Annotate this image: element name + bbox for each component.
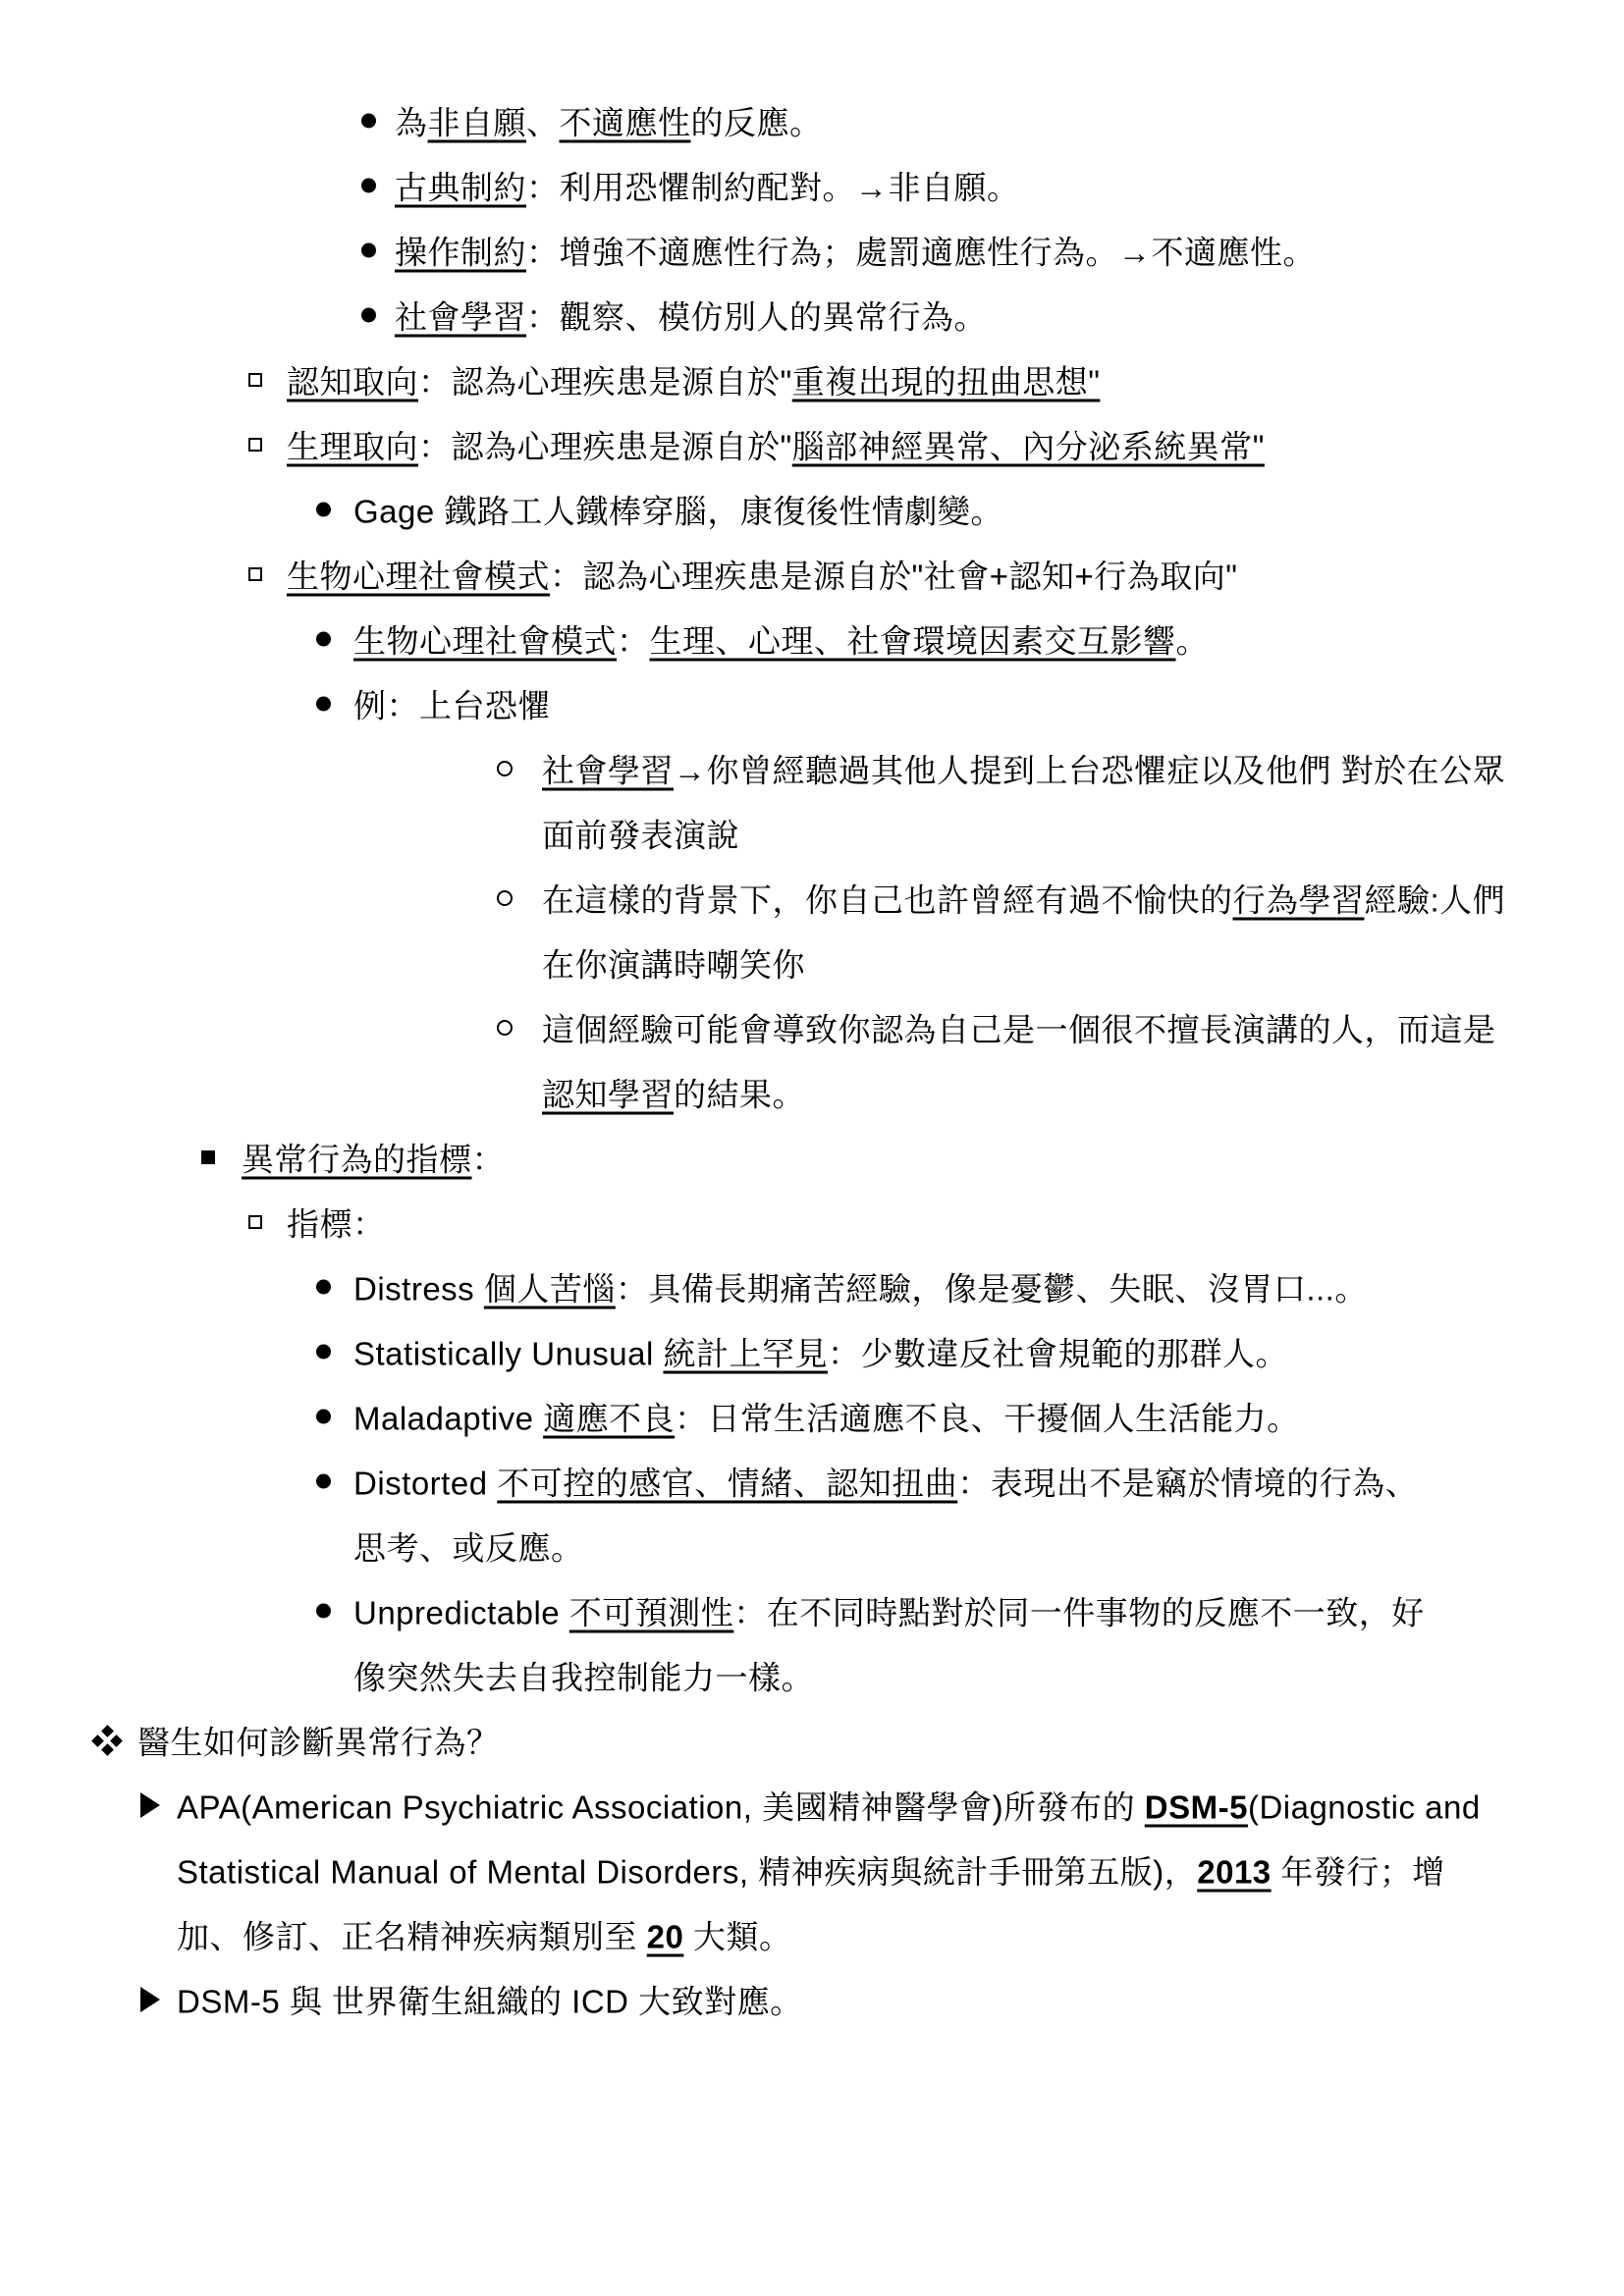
square-open-bullet-icon	[248, 438, 262, 452]
line-text	[542, 1070, 805, 1116]
text-run: ：少數違反社會規範的那群人。	[827, 1335, 1288, 1372]
list-item	[0, 1838, 1624, 1902]
circle-open-bullet-icon	[497, 1020, 513, 1036]
text-run: DSM-5 與 世界衛生組織的 ICD 大致對應。	[177, 1983, 803, 2020]
text-run: Distorted	[353, 1465, 498, 1502]
list-item	[0, 88, 1624, 153]
text-run: 經驗:人們	[1364, 881, 1506, 919]
text-run: 生理、心理、社會環境因素交互影響	[649, 622, 1176, 660]
line-text	[353, 1329, 1288, 1375]
line-text	[353, 1523, 584, 1570]
line-text	[242, 1135, 505, 1181]
list-item	[0, 671, 1624, 736]
text-run: 不可預測性	[568, 1594, 734, 1631]
line-text	[395, 228, 1316, 274]
diamond-part	[91, 1735, 104, 1747]
line-text	[353, 1653, 814, 1699]
square-open-bullet-icon	[248, 1215, 262, 1229]
text-run: 在你演講時嘲笑你	[542, 946, 805, 984]
text-run: Statistically Unusual	[353, 1335, 664, 1372]
text-run: 統計上罕見	[663, 1335, 828, 1372]
text-run: ：在不同時點對於同一件事物的反應不一致，好	[733, 1594, 1425, 1631]
list-item	[0, 736, 1624, 801]
text-run: ：認為心理疾患是源自於"	[418, 428, 792, 465]
text-run: ：具備長期痛苦經驗，像是憂鬱、失眠、沒胃口...。	[615, 1270, 1368, 1308]
line-text	[542, 876, 1505, 922]
line-text	[542, 940, 805, 987]
text-run: ：利用恐懼制約配對。→非自願。	[526, 169, 1020, 206]
line-text	[353, 1588, 1425, 1634]
circle-open-bullet-icon	[497, 761, 513, 776]
diamond-part	[110, 1735, 123, 1747]
text-run: 認知取向	[287, 363, 418, 400]
text-run: 年發行；增	[1271, 1853, 1445, 1891]
line-text	[542, 1005, 1496, 1051]
list-item	[0, 1578, 1624, 1643]
list-item	[0, 477, 1624, 542]
text-run: ：增強不適應性行為；處罰適應性行為。→不適應性。	[526, 234, 1316, 271]
line-text	[353, 1459, 1418, 1505]
line-text	[177, 1912, 792, 1958]
line-text	[353, 616, 1209, 663]
line-text	[395, 163, 1020, 209]
disc-bullet-icon	[316, 697, 331, 712]
text-run: 行為學習	[1232, 881, 1365, 919]
list-item	[0, 801, 1624, 866]
square-open-bullet-icon	[248, 567, 262, 581]
list-item	[0, 1060, 1624, 1125]
line-text	[177, 1847, 1445, 1894]
text-run: 加、修訂、正名精神疾病類別至	[177, 1918, 647, 1955]
text-run: 生理取向	[287, 428, 418, 465]
text-run: 、	[526, 104, 560, 141]
line-text	[177, 1977, 803, 2023]
disc-bullet-icon	[316, 1604, 331, 1619]
disc-bullet-icon	[316, 1345, 331, 1360]
diamond-part	[101, 1743, 114, 1756]
text-run: 。	[1175, 622, 1209, 660]
list-item	[0, 1190, 1624, 1255]
list-item	[0, 1384, 1624, 1449]
list-item	[0, 607, 1624, 671]
list-item	[0, 1643, 1624, 1708]
text-run: 2013	[1197, 1853, 1272, 1891]
line-text	[353, 1394, 1300, 1440]
list-item	[0, 412, 1624, 477]
text-run: 不可控的感官、情緒、認知扭曲	[497, 1465, 958, 1502]
text-run: 在這樣的背景下，你自己也許曾經有過不愉快的	[542, 881, 1233, 919]
text-run: 面前發表演說	[542, 817, 739, 854]
text-run: (Diagnostic and	[1247, 1789, 1481, 1826]
line-text	[395, 293, 987, 339]
list-item	[0, 1255, 1624, 1319]
list-item	[0, 283, 1624, 347]
disc-bullet-icon	[316, 1410, 331, 1424]
text-run: ：日常生活適應不良、干擾個人生活能力。	[675, 1400, 1300, 1437]
arrow-bullet-icon	[140, 1792, 160, 1818]
line-text	[177, 1783, 1481, 1829]
text-run: 指標：	[287, 1205, 386, 1243]
list-item	[0, 995, 1624, 1060]
disc-bullet-icon	[316, 632, 331, 647]
text-run: 思考、或反應。	[353, 1529, 584, 1567]
text-run: 腦部神經異常、內分泌系統異常"	[791, 428, 1265, 465]
disc-bullet-icon	[361, 114, 376, 129]
list-item	[0, 218, 1624, 283]
text-run: 異常行為的指標	[242, 1141, 472, 1178]
disc-bullet-icon	[316, 503, 331, 517]
text-run: 古典制約	[395, 169, 526, 206]
list-item	[0, 1125, 1624, 1190]
list-item	[0, 1319, 1624, 1384]
line-text	[395, 98, 823, 144]
text-run: 這個經驗可能會導致你認為自己是一個很不擅長演講的人，而這是	[542, 1011, 1496, 1048]
text-run: Statistical Manual of Mental Disorders, 精神疾病與統計手冊第五版)，	[177, 1853, 1198, 1891]
disc-bullet-icon	[361, 308, 376, 323]
text-run: 認知學習	[542, 1076, 674, 1113]
text-run: Distress	[353, 1270, 484, 1308]
text-run: APA(American Psychiatric Association, 美國精神醫學會)所發布的	[177, 1789, 1145, 1826]
diamond-bullet-icon	[93, 1727, 121, 1754]
list-item	[0, 1708, 1624, 1773]
square-open-bullet-icon	[248, 373, 262, 387]
text-run: 適應不良	[543, 1400, 676, 1437]
line-text	[287, 422, 1265, 468]
text-run: 20	[646, 1918, 684, 1955]
list-item	[0, 347, 1624, 412]
text-run: 非自願	[427, 104, 526, 141]
list-item	[0, 153, 1624, 218]
text-run: 生物心理社會模式	[353, 622, 617, 660]
text-run: 的反應。	[690, 104, 823, 141]
list-item	[0, 1967, 1624, 2032]
line-text	[287, 357, 1100, 403]
circle-open-bullet-icon	[497, 890, 513, 906]
text-run: 個人苦惱	[483, 1270, 616, 1308]
text-run: ：觀察、模仿別人的異常行為。	[526, 298, 987, 336]
text-run: 生物心理社會模式	[287, 558, 550, 595]
list-item	[0, 1773, 1624, 1838]
text-run: 像突然失去自我控制能力一樣。	[353, 1659, 814, 1696]
text-run: 社會學習	[395, 298, 526, 336]
text-run: 重複出現的扭曲思想"	[791, 363, 1101, 400]
line-text	[353, 1264, 1368, 1310]
text-run: 的結果。	[674, 1076, 805, 1113]
diamond-part	[101, 1725, 114, 1737]
text-run: Gage 鐵路工人鐵棒穿腦，康復後性情劇變。	[353, 493, 1003, 530]
text-run: →你曾經聽過其他人提到上台恐懼症以及他們 對於在公眾	[674, 752, 1506, 789]
line-text	[287, 552, 1237, 598]
list-item	[0, 1514, 1624, 1578]
disc-bullet-icon	[316, 1474, 331, 1489]
text-run: 醫生如何診斷異常行為？	[137, 1724, 500, 1761]
text-run: 例：上台恐懼	[353, 687, 551, 724]
line-text	[287, 1200, 386, 1246]
list-item	[0, 542, 1624, 607]
text-run: Unpredictable	[353, 1594, 569, 1631]
list-item	[0, 1902, 1624, 1967]
text-run: ：表現出不是竊於情境的行為、	[957, 1465, 1419, 1502]
line-text	[137, 1718, 500, 1764]
line-text	[542, 746, 1505, 792]
text-run: 社會學習	[542, 752, 674, 789]
list-item	[0, 866, 1624, 931]
line-text	[353, 487, 1003, 533]
arrow-bullet-icon	[140, 1987, 160, 2012]
text-run: DSM-5	[1144, 1789, 1248, 1826]
text-run: ：認為心理疾患是源自於"社會+認知+行為取向"	[550, 558, 1238, 595]
list-item	[0, 1449, 1624, 1514]
disc-bullet-icon	[361, 243, 376, 258]
disc-bullet-icon	[361, 179, 376, 193]
disc-bullet-icon	[316, 1280, 331, 1295]
text-run: Maladaptive	[353, 1400, 544, 1437]
text-run: 操作制約	[395, 234, 526, 271]
text-run: 大類。	[683, 1918, 792, 1955]
line-text	[542, 811, 739, 857]
text-run: ：認為心理疾患是源自於"	[418, 363, 792, 400]
square-filled-bullet-icon	[201, 1150, 215, 1164]
text-run: 為	[395, 104, 428, 141]
text-run: ：	[471, 1141, 505, 1178]
list-item	[0, 931, 1624, 995]
line-text	[353, 681, 551, 727]
text-run: ：	[617, 622, 650, 660]
text-run: 不適應性	[559, 104, 691, 141]
